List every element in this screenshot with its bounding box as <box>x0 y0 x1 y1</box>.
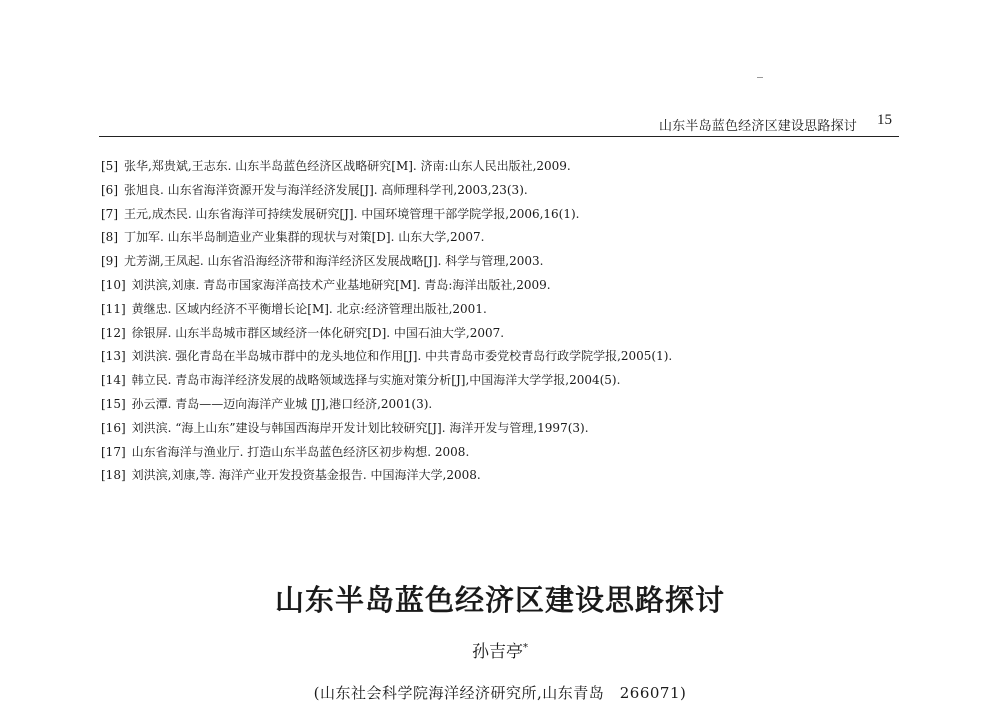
reference-text: 徐银屏. 山东半岛城市群区域经济一体化研究[D]. 中国石油大学,2007. <box>131 325 505 340</box>
reference-list <box>101 155 901 488</box>
running-header <box>99 110 899 137</box>
reference-item <box>101 393 901 417</box>
reference-number: [15] <box>101 396 126 411</box>
author-affiliation: (山东社会科学院海洋经济研究所,山东青岛 266071) <box>313 684 687 702</box>
reference-number: [16] <box>101 420 126 435</box>
article-title: 山东半岛蓝色经济区建设思路探讨 <box>274 583 725 617</box>
author-footnote-mark: * <box>523 642 528 654</box>
reference-number: [17] <box>101 444 126 459</box>
reference-number: [13] <box>101 349 126 364</box>
author-name: 孙吉亭 <box>472 642 523 662</box>
reference-item <box>101 417 901 441</box>
reference-text: 刘洪滨,刘康. 青岛市国家海洋高技术产业基地研究[M]. 青岛:海洋出版社,2009. <box>131 277 551 292</box>
reference-text: 山东省海洋与渔业厅. 打造山东半岛蓝色经济区初步构想. 2008. <box>131 444 470 459</box>
reference-item <box>101 322 901 346</box>
reference-text: 王元,成杰民. 山东省海洋可持续发展研究[J]. 中国环境管理干部学院学报,2006,16(1). <box>124 206 580 221</box>
reference-text: 张华,郑贵斌,王志东. 山东半岛蓝色经济区战略研究[M]. 济南:山东人民出版社,2009. <box>124 159 571 173</box>
reference-text: 刘洪滨. 强化青岛在半岛城市群中的龙头地位和作用[J]. 中共青岛市委党校青岛行政学院学报,2005(1). <box>131 349 673 364</box>
reference-item <box>101 464 901 488</box>
reference-number: [10] <box>101 277 126 292</box>
reference-text: 尤芳湖,王凤起. 山东省沿海经济带和海洋经济区发展战略[J]. 科学与管理,2003. <box>124 254 544 269</box>
reference-text: 刘洪滨,刘康,等. 海洋产业开发投资基金报告. 中国海洋大学,2008. <box>131 468 481 483</box>
reference-text: 黄继忠. 区域内经济不平衡增长论[M]. 北京:经济管理出版社,2001. <box>131 301 487 316</box>
reference-item <box>101 441 901 465</box>
author-line <box>0 637 1000 662</box>
reference-number: [12] <box>101 325 126 340</box>
reference-text: 韩立民. 青岛市海洋经济发展的战略领域选择与实施对策分析[J],中国海洋大学学报,2004(5). <box>131 373 621 388</box>
reference-item <box>101 226 901 250</box>
reference-item <box>101 345 901 369</box>
reference-item <box>101 274 901 298</box>
reference-number: [8] <box>101 230 118 245</box>
scan-mark <box>757 77 763 78</box>
reference-text: 张旭良. 山东省海洋资源开发与海洋经济发展[J]. 高师理科学刊,2003,23(3). <box>124 182 528 197</box>
reference-item <box>101 155 901 179</box>
page-number: 15 <box>877 112 892 128</box>
reference-number: [11] <box>101 301 126 316</box>
reference-number: [7] <box>101 206 118 221</box>
reference-number: [5] <box>101 159 118 173</box>
running-title: 山东半岛蓝色经济区建设思路探讨 <box>658 119 857 134</box>
reference-number: [14] <box>101 373 126 388</box>
reference-item <box>101 298 901 322</box>
reference-number: [9] <box>101 254 118 269</box>
reference-item <box>101 179 901 203</box>
reference-number: [6] <box>101 182 118 197</box>
reference-item <box>101 250 901 274</box>
reference-text: 丁加军. 山东半岛制造业产业集群的现状与对策[D]. 山东大学,2007. <box>124 230 485 245</box>
reference-text: 刘洪滨. “海上山东”建设与韩国西海岸开发计划比较研究[J]. 海洋开发与管理,1997(3). <box>131 420 589 435</box>
reference-item <box>101 369 901 393</box>
reference-item <box>101 203 901 227</box>
reference-number: [18] <box>101 468 126 483</box>
reference-text: 孙云潭. 青岛——迈向海洋产业城 [J],港口经济,2001(3). <box>131 396 433 411</box>
